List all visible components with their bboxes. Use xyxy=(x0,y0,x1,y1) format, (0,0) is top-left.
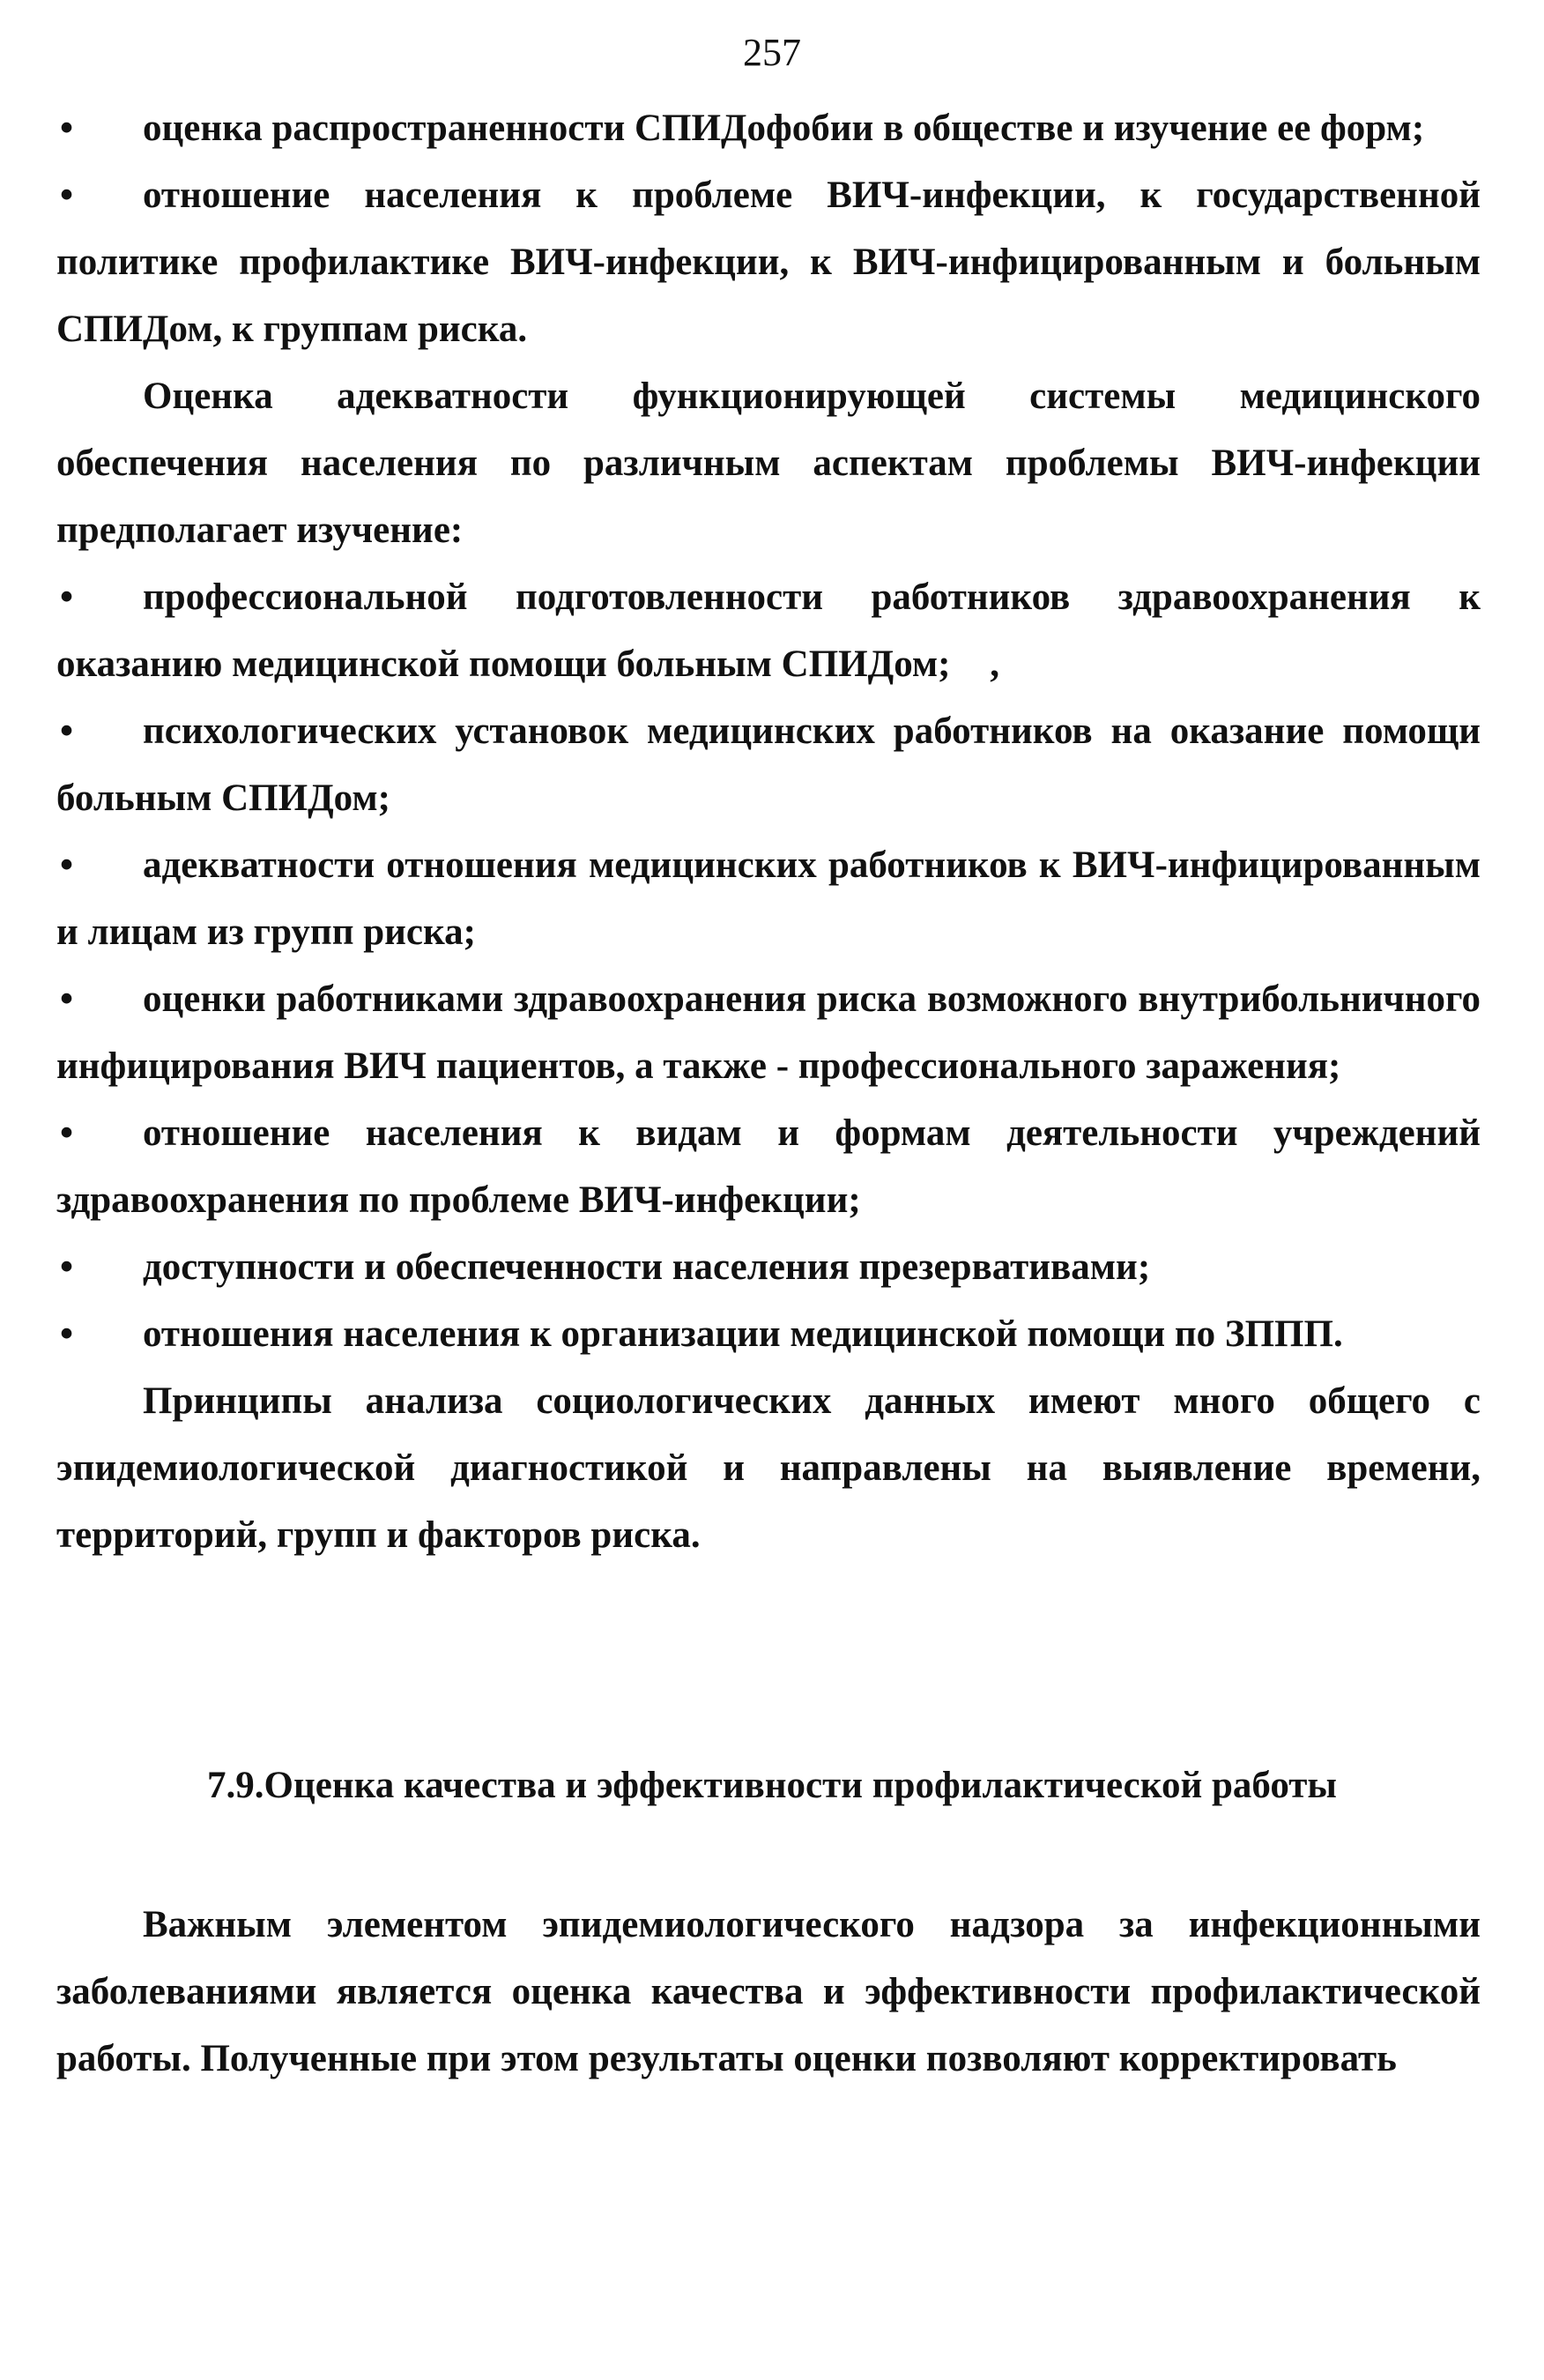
bullet-icon: • xyxy=(60,175,74,216)
section-body xyxy=(56,1892,1481,2093)
bullet-text: отношение населения к проблеме ВИЧ-инфекции, к государственной политике профилактике ВИЧ-инфекции, к ВИЧ-инфицированным и больным СПИДом, к группам риска. xyxy=(56,175,1481,350)
bullet-item xyxy=(56,95,1481,162)
bullet-icon: • xyxy=(60,576,74,618)
paragraph: Важным элементом эпидемиологического надзора за инфекционными заболеваниями является оценка качества и эффективности профилактической работы. Полученные при этом результаты оценки позволяют корректировать xyxy=(56,1904,1481,2079)
bullet-text: отношения населения к организации медицинской помощи по ЗППП. xyxy=(143,1313,1343,1355)
bullet-item xyxy=(56,1100,1481,1234)
bullet-text: оценки работниками здравоохранения риска возможного внутрибольничного инфицирования ВИЧ пациентов, а также - профессионального заражения; xyxy=(56,978,1481,1087)
bullet-text: адекватности отношения медицинских работников к ВИЧ-инфицированным и лицам из групп риска; xyxy=(56,844,1481,953)
bullet-text: оценка распространенности СПИДофобии в обществе и изучение ее форм; xyxy=(143,108,1425,149)
bullet-item xyxy=(56,966,1481,1100)
paragraph: Принципы анализа социологических данных имеют много общего с эпидемиологической диагностикой и направлены на выявление времени, территорий, групп и факторов риска. xyxy=(56,1380,1481,1556)
bullet-text: профессиональной подготовленности работников здравоохранения к оказанию медицинской помощи больным СПИДом; xyxy=(56,576,1481,685)
bullet-text: доступности и обеспеченности населения презервативами; xyxy=(143,1246,1151,1288)
paragraph: Оценка адекватности функционирующей системы медицинского обеспечения населения по различным аспектам проблемы ВИЧ-инфекции предполагает изучение: xyxy=(56,376,1481,551)
stray-mark: , xyxy=(990,643,999,685)
section-heading: 7.9.Оценка качества и эффективности профилактической работы xyxy=(207,1765,1337,1806)
bullet-text: отношение населения к видам и формам деятельности учреждений здравоохранения по проблеме ВИЧ-инфекции; xyxy=(56,1112,1481,1221)
bullet-icon: • xyxy=(60,978,74,1020)
bullet-item xyxy=(56,564,1481,698)
page-number: 257 xyxy=(743,31,801,74)
bullet-item xyxy=(56,698,1481,832)
bullet-icon: • xyxy=(60,108,74,149)
bullet-text: психологических установок медицинских работников на оказание помощи больным СПИДом; xyxy=(56,710,1481,819)
bullet-item xyxy=(56,1234,1481,1301)
bullet-icon: • xyxy=(60,1246,74,1288)
bullet-icon: • xyxy=(60,1313,74,1355)
bullet-item xyxy=(56,1301,1481,1368)
main-text-block xyxy=(56,95,1481,1569)
bullet-item xyxy=(56,162,1481,363)
bullet-icon: • xyxy=(60,844,74,886)
bullet-item xyxy=(56,832,1481,966)
bullet-icon: • xyxy=(60,710,74,752)
bullet-icon: • xyxy=(60,1112,74,1154)
